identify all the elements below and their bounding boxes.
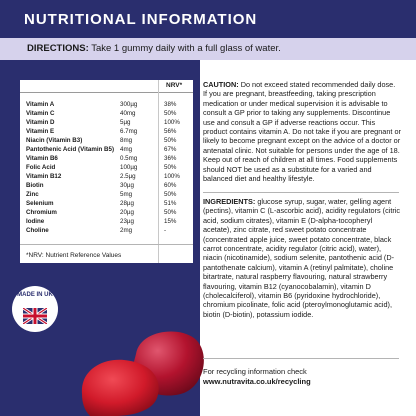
nutrient-name: Vitamin B12 [26,173,62,180]
nutrient-nrv: 60% [164,182,177,189]
nutrient-amount: 23µg [120,218,134,225]
nutrient-nrv: 51% [164,200,177,207]
table-row [20,136,193,145]
nutrient-amount: 40mg [120,110,136,117]
nutrient-name: Vitamin C [26,110,55,117]
nutrient-name: Chromium [26,209,57,216]
nutrient-amount: 5mg [120,191,133,198]
nutrient-nrv: 100% [164,119,180,126]
nutrient-nrv: 50% [164,110,177,117]
caution-body: Do not exceed stated recommended daily dose. If you are pregnant, breastfeeding, taking prescription medication or under medical supervision it is advisable to consult a GP prior to taking any supplements. Discontinue use and consult a GP if adverse reactions occur. This product contains vitamin A. Do not take if you are pregnant or likely to become pregnant except on the advice of a doctor or antenatal clinic. Not suitable for persons under the age of 18. Keep out of reach of children at all times. Food supplements should NOT be used as a substitute for a varied and balanced diet and healthy lifestyle. [203,80,401,184]
gummies-image [78,324,218,416]
caution-label: CAUTION: [203,80,239,89]
caution-text [203,80,401,183]
nutrient-name: Vitamin D [26,119,55,126]
nutrient-name: Pantothenic Acid (Vitamin B5) [26,146,115,153]
directions-label: DIRECTIONS: [27,43,89,54]
table-row [20,109,193,118]
recycling-link[interactable]: www.nutravita.co.uk/recycling [203,377,311,386]
ingredients-body: glucose syrup, sugar, water, gelling agent (pectins), vitamin C (L-ascorbic acid), acidity regulators (citric acid, sodium citrates), vitamin E (D-alpha-tocopheryl acetate), zinc citrate, red sweet potato concentrate (concentrated apple juice, sweet potato concentrate, black carrot concentrate, acidity regulator (citric acid), water), niacin (nicotinamide), sodium selenite, pantothenic acid (D-pantothenate calcium), vitamin A (retinyl palmitate), choline bitartrate, natural raspberry flavouring, natural strawberry flavouring, vitamin B12 (cyanocobalamin), vitamin D (cholecalciferol), vitamin B6 (pyridoxine hydrochloride), chromium picolinate, folic acid (pteroylmonoglutamic acid), biotin (D-biotin), potassium iodide. [203,197,401,319]
nutrient-amount: 28µg [120,200,134,207]
table-row [20,199,193,208]
page-title: NUTRITIONAL INFORMATION [24,11,258,28]
nutrient-amount: 100µg [120,164,138,171]
nutrient-nrv: 67% [164,146,177,153]
gummy-front [82,360,159,416]
nutrient-nrv: - [164,227,167,234]
union-jack-icon [23,308,47,324]
badge-text: MADE IN UK [17,292,53,298]
table-row [20,172,193,181]
nutrient-amount: 4mg [120,146,133,153]
nutrient-name: Folic Acid [26,164,56,171]
nutrient-name: Vitamin A [26,101,55,108]
directions-body: Take 1 gummy daily with a full glass of water. [88,43,281,54]
recycling-info [203,367,401,387]
table-row [20,217,193,226]
nutrient-amount: 30µg [120,182,134,189]
recycling-text: For recycling information check [203,367,307,376]
nutrient-amount: 8mg [120,137,133,144]
table-row [20,190,193,199]
nutrient-amount: 0.5mg [120,155,138,162]
table-row [20,226,193,235]
nutrient-amount: 2mg [120,227,133,234]
nutrient-name: Vitamin B6 [26,155,58,162]
nutrient-name: Zinc [26,191,39,198]
nutrient-name: Selenium [26,200,54,207]
nutrient-nrv: 50% [164,137,177,144]
nutrient-name: Niacin (Vitamin B3) [26,137,83,144]
table-row [20,154,193,163]
nutrient-name: Iodine [26,218,45,225]
nutrient-nrv: 56% [164,128,177,135]
table-row [20,145,193,154]
directions-text [27,43,281,54]
table-row [20,127,193,136]
made-in-uk-badge [12,286,58,332]
table-row [20,163,193,172]
table-row [20,118,193,127]
nutrient-amount: 2.5µg [120,173,136,180]
ingredients-text [203,197,401,319]
nutrient-amount: 20µg [120,209,134,216]
nrv-footnote: *NRV: Nutrient Reference Values [26,252,122,259]
ingredients-divider [203,358,399,359]
table-row [20,100,193,109]
nutrient-name: Choline [26,227,49,234]
nutrient-amount: 6.7mg [120,128,138,135]
table-row [20,181,193,190]
footnote-divider [20,244,193,245]
nrv-column-header: NRV* [166,82,183,89]
nutrient-nrv: 50% [164,209,177,216]
nutrition-table [20,80,193,263]
ingredients-label: INGREDIENTS: [203,197,256,206]
nutrient-nrv: 50% [164,191,177,198]
header-bar [0,0,416,38]
nutrient-amount: 300µg [120,101,138,108]
nutrient-amount: 5µg [120,119,131,126]
nutrient-nrv: 38% [164,101,177,108]
nutrient-name: Biotin [26,182,44,189]
nutrient-nrv: 50% [164,164,177,171]
nutrition-table-header [20,80,193,93]
caution-divider [203,192,399,193]
nutrient-name: Vitamin E [26,128,55,135]
nutrient-nrv: 36% [164,155,177,162]
nutrient-nrv: 15% [164,218,177,225]
nutrient-nrv: 100% [164,173,180,180]
table-row [20,208,193,217]
